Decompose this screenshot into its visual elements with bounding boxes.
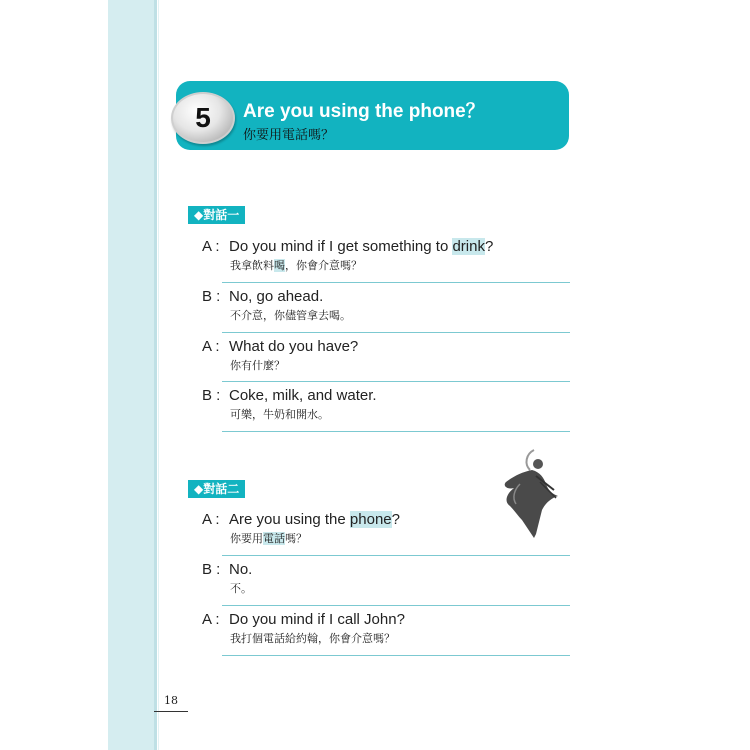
speaker-label: A : xyxy=(202,238,220,255)
lesson-subtitle: 你要用電話嗎？ xyxy=(243,128,335,143)
line-english xyxy=(202,338,570,356)
line-chinese xyxy=(230,259,570,273)
speaker-label: A : xyxy=(202,338,220,355)
line-chinese: 可樂，牛奶和開水。 xyxy=(230,408,329,421)
lesson-number: 5 xyxy=(195,102,211,133)
line-chinese: 你有什麼？ xyxy=(230,359,285,372)
highlighted-word: 喝 xyxy=(274,259,285,272)
line-text: What do you have? xyxy=(229,338,359,355)
dialogue-1-line-1 xyxy=(202,238,570,273)
line-divider xyxy=(222,655,570,656)
line-chinese: 不。 xyxy=(230,582,252,595)
line-divider xyxy=(222,605,570,606)
dialogue-2-line-3 xyxy=(202,611,570,646)
line-text: Do you mind if I get something to xyxy=(229,238,453,255)
lesson-number-badge xyxy=(171,92,235,144)
dialogue-1-line-3 xyxy=(202,338,570,373)
line-english xyxy=(202,611,570,629)
translation-text-end: ，你會介意嗎？ xyxy=(285,259,362,272)
margin-strip xyxy=(108,0,154,750)
speaker-label: B : xyxy=(202,561,221,578)
line-text: Coke, milk, and water. xyxy=(229,387,377,404)
line-text: No. xyxy=(229,561,253,578)
page-number-rule xyxy=(154,711,188,712)
line-text: No, go ahead. xyxy=(229,288,324,305)
line-english xyxy=(202,238,570,256)
line-english xyxy=(202,387,570,405)
translation-text: 我拿飲料 xyxy=(230,259,274,272)
line-divider xyxy=(222,332,570,333)
line-divider xyxy=(222,431,570,432)
line-english xyxy=(202,288,570,306)
translation-text: 你要用 xyxy=(230,532,263,545)
line-divider xyxy=(222,381,570,382)
margin-divider xyxy=(154,0,157,750)
margin-divider-light xyxy=(158,0,159,750)
line-chinese: 我打個電話給約翰，你會介意嗎？ xyxy=(230,632,395,645)
dialogue-1-line-4 xyxy=(202,387,570,422)
page-number: 18 xyxy=(164,694,178,707)
line-text: Are you using the xyxy=(229,511,350,528)
line-divider xyxy=(222,555,570,556)
speaker-label: A : xyxy=(202,511,220,528)
speaker-label: A : xyxy=(202,611,220,628)
speaker-label: B : xyxy=(202,387,221,404)
speaker-label: B : xyxy=(202,288,221,305)
dialogue-1-label: ◆對話一 xyxy=(188,206,245,224)
dialogue-1-line-2 xyxy=(202,288,570,323)
line-divider xyxy=(222,282,570,283)
line-text-end: ? xyxy=(391,511,400,528)
line-chinese: 不介意，你儘管拿去喝。 xyxy=(230,309,351,322)
lesson-title: Are you using the phone？ xyxy=(243,101,485,122)
dialogue-2-line-2 xyxy=(202,561,570,596)
dialogue-2-line-1 xyxy=(202,511,570,546)
line-english xyxy=(202,561,570,579)
translation-text-end: 嗎？ xyxy=(285,532,307,545)
line-text-end: ? xyxy=(484,238,494,255)
line-text: Do you mind if I call John? xyxy=(229,611,405,628)
line-chinese xyxy=(230,532,570,546)
line-english xyxy=(202,511,570,529)
highlighted-word: phone xyxy=(349,511,392,528)
dialogue-2-label: ◆對話二 xyxy=(188,480,245,498)
highlighted-word: 電話 xyxy=(263,532,285,545)
highlighted-word: drink xyxy=(452,238,485,255)
